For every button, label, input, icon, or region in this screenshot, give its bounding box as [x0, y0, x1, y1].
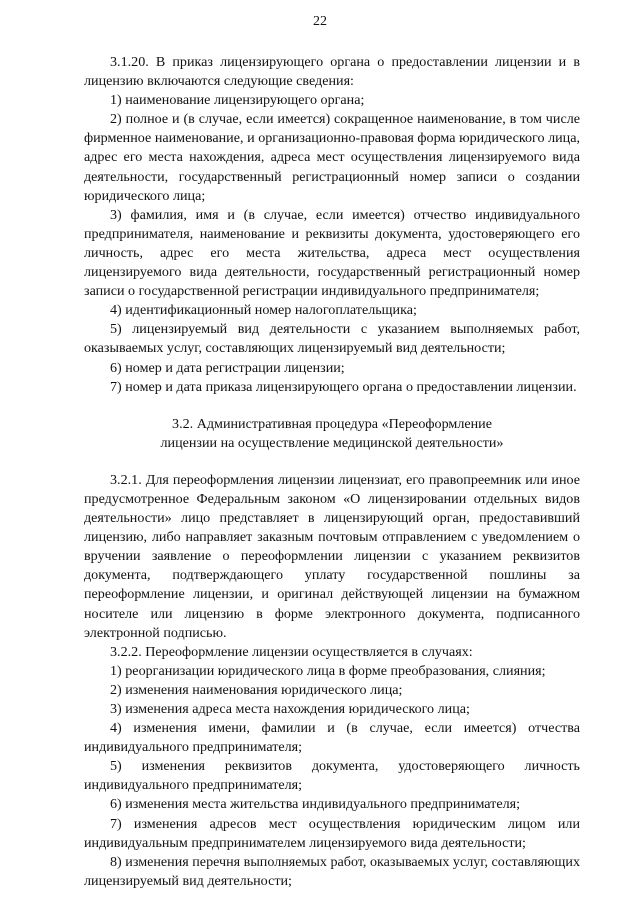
paragraph-3-2-1: 3.2.1. Для переоформления лицензии лицензиат, его правопреемник или иное предусмотренное Федеральным законом «О лицензировании отдельных видов деятельности» лицо представляет в лицензирующий орган, предоставивший лицензию, либо направляет заказным почтовым отправлением с уведомлением о вручении заявление о переоформлении лицензии с указанием реквизитов документа, подтверждающего уплату государственной пошлины за переоформление лицензии, и оригинал действующей лицензии на бумажном носителе или лицензию в форме электронного документа, подписанного электронной подписью. [84, 471, 580, 641]
list-item: 6) номер и дата регистрации лицензии; [110, 359, 345, 376]
list-item: 6) изменения места жительства индивидуального предпринимателя; [110, 796, 521, 813]
paragraph-3-1-20: 3.1.20. В приказ лицензирующего органа о предоставлении лицензии и в лицензию включаются следующие сведения: [84, 54, 580, 90]
list-item: 3) фамилия, имя и (в случае, если имеется) отчество индивидуального предпринимателя, наименование и реквизиты документа, удостоверяющего его личность, адрес его места жительства, адреса мест осуществления лицензируемого вида деятельности, государственный регистрационный номер записи о государственной регистрации индивидуального предпринимателя; [84, 206, 580, 300]
list-item: 1) реорганизации юридического лица в форме преобразования, слияния; [110, 662, 546, 679]
list-item: 7) изменения адресов мест осуществления юридическим лицом или индивидуальным предпринимателем лицензируемого вида деятельности; [84, 815, 580, 851]
document-body [84, 53, 580, 891]
page-number: 22 [313, 14, 327, 29]
list-item: 1) наименование лицензирующего органа; [110, 92, 365, 109]
list-item: 5) лицензируемый вид деятельности с указанием выполняемых работ, оказываемых услуг, составляющих лицензируемый вид деятельности; [84, 321, 580, 357]
list-item: 8) изменения перечня выполняемых работ, оказываемых услуг, составляющих лицензируемый вид деятельности; [84, 853, 580, 889]
section-heading [84, 415, 580, 453]
list-item: 4) идентификационный номер налогоплательщика; [110, 302, 417, 319]
list-item: 5) изменения реквизитов документа, удостоверяющего личность индивидуального предпринимателя; [84, 758, 580, 794]
paragraph-3-2-2: 3.2.2. Переоформление лицензии осуществляется в случаях: [110, 643, 473, 660]
list-item: 7) номер и дата приказа лицензирующего органа о предоставлении лицензии. [110, 378, 577, 395]
section-heading-line-1: 3.2. Административная процедура «Переоформление [172, 415, 492, 432]
list-item: 4) изменения имени, фамилии и (в случае, если имеется) отчества индивидуального предпринимателя; [84, 720, 580, 756]
section-heading-line-2: лицензии на осуществление медицинской деятельности» [160, 434, 504, 451]
list-item: 2) полное и (в случае, если имеется) сокращенное наименование, в том числе фирменное наименование, и организационно-правовая форма юридического лица, адрес его места нахождения, адреса мест осуществления лицензируемого вида деятельности, государственный регистрационный номер записи о создании юридического лица; [84, 111, 580, 204]
list-item: 3) изменения адреса места нахождения юридического лица; [110, 701, 470, 717]
list-item: 2) изменения наименования юридического лица; [110, 681, 403, 698]
